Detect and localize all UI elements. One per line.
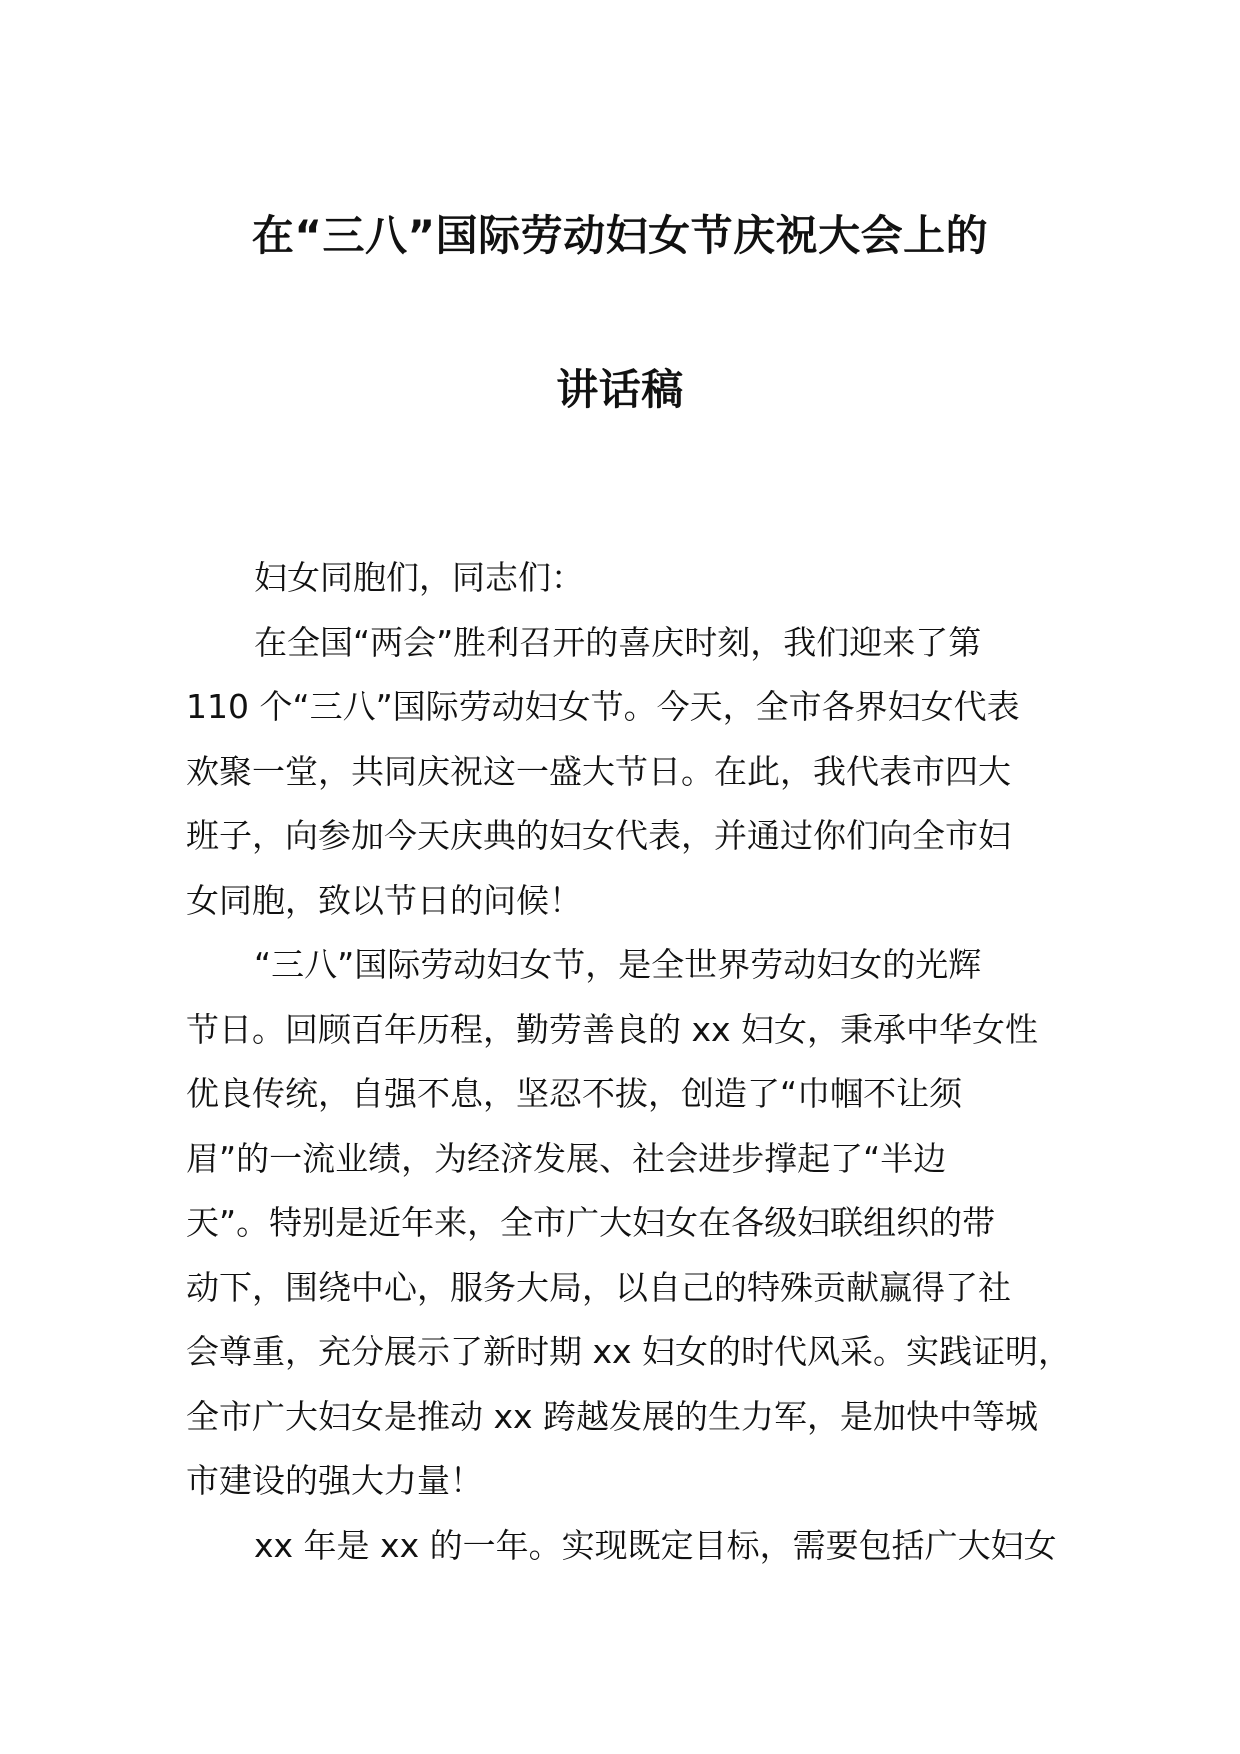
body-line: 110 个“三八”国际劳动妇女节。今天，全市各界妇女代表 xyxy=(186,687,1020,726)
body-line: 市建设的强大力量！ xyxy=(186,1461,483,1500)
document-title-line-2: 讲话稿 xyxy=(556,365,684,414)
body-line: xx 年是 xx 的一年。实现既定目标，需要包括广大妇女 xyxy=(254,1525,1057,1565)
body-line: 动下，围绕中心，服务大局，以自己的特殊贡献赢得了社 xyxy=(186,1267,1011,1307)
body-line: 优良传统，自强不息，坚忍不拔，创造了“巾帼不让须 xyxy=(186,1074,963,1113)
body-line: 会尊重，充分展示了新时期 xx 妇女的时代风采。实践证明， xyxy=(186,1332,1072,1371)
document-title-line-1: 在“三八”国际劳动妇女节庆祝大会上的 xyxy=(251,211,989,260)
salutation-line: 妇女同胞们，同志们： xyxy=(254,558,584,597)
body-line: 欢聚一堂，共同庆祝这一盛大节日。在此，我代表市四大 xyxy=(186,751,1011,791)
body-line: 班子，向参加今天庆典的妇女代表，并通过你们向全市妇 xyxy=(186,816,1011,855)
body-line: 节日。回顾百年历程，勤劳善良的 xx 妇女，秉承中华女性 xyxy=(186,1009,1039,1049)
body-line: 女同胞，致以节日的问候！ xyxy=(186,880,582,920)
body-line: “三八”国际劳动妇女节，是全世界劳动妇女的光辉 xyxy=(254,945,982,984)
body-line: 眉”的一流业绩，为经济发展、社会进步撑起了“半边 xyxy=(186,1138,947,1178)
document-body xyxy=(186,546,1072,1578)
body-line: 全市广大妇女是推动 xx 跨越发展的生力军，是加快中等城 xyxy=(186,1396,1039,1436)
body-line: 天”。特别是近年来，全市广大妇女在各级妇联组织的带 xyxy=(186,1203,996,1242)
body-line: 在全国“两会”胜利召开的喜庆时刻，我们迎来了第 xyxy=(254,622,982,662)
